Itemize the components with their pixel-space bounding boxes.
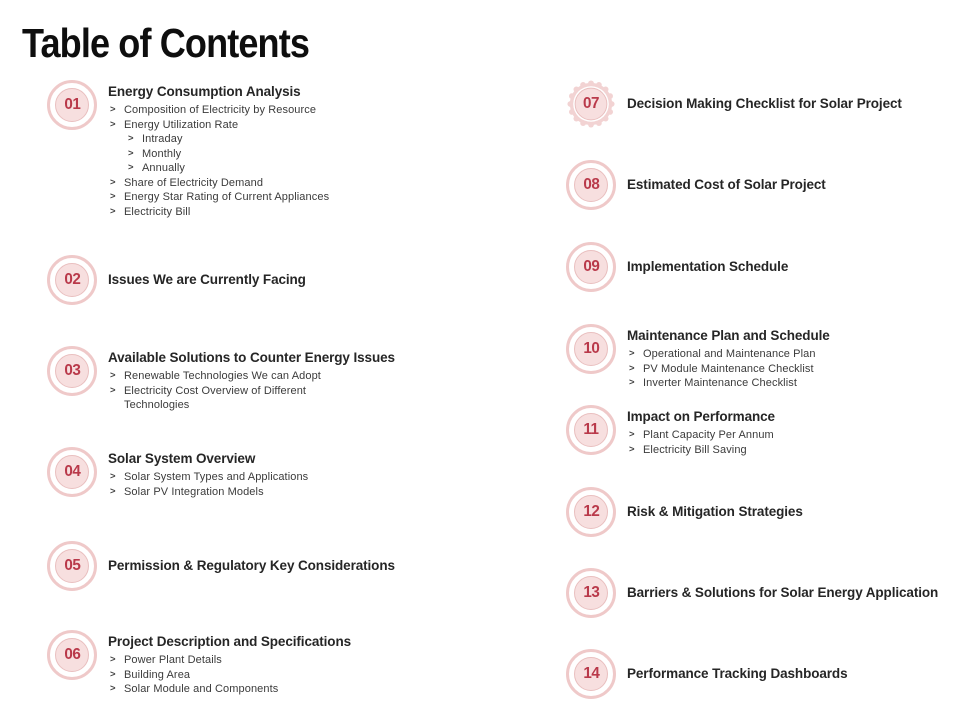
item-number-badge <box>566 487 616 537</box>
toc-bullet <box>108 176 350 191</box>
item-number-badge <box>47 541 97 591</box>
item-text-block <box>108 350 395 413</box>
item-title: Implementation Schedule <box>627 259 789 274</box>
item-number-badge <box>566 568 616 618</box>
item-title: Project Description and Specifications <box>108 634 352 649</box>
item-title: Estimated Cost of Solar Project <box>627 177 826 192</box>
toc-bullet <box>627 428 957 443</box>
item-number-badge <box>566 324 616 374</box>
item-bullets <box>108 369 350 413</box>
item-title: Issues We are Currently Facing <box>108 272 306 287</box>
toc-item-13[interactable] <box>566 568 938 618</box>
chevron-right-icon: > <box>110 683 116 694</box>
item-title: Performance Tracking Dashboards <box>627 666 848 681</box>
chevron-right-icon: > <box>629 348 635 359</box>
item-number: 10 <box>583 340 599 357</box>
chevron-right-icon: > <box>110 104 116 115</box>
toc-item-04[interactable] <box>47 447 350 499</box>
bullet-text: Energy Utilization Rate <box>124 118 239 131</box>
chevron-right-icon: > <box>110 176 116 188</box>
item-title: Permission & Regulatory Key Considerations <box>108 558 395 573</box>
chevron-right-icon: > <box>629 362 635 374</box>
item-title: Risk & Mitigation Strategies <box>627 504 803 519</box>
chevron-right-icon: > <box>128 147 134 159</box>
toc-bullet <box>108 668 350 683</box>
item-text-block <box>108 558 395 574</box>
item-number: 11 <box>583 421 599 438</box>
item-text-block <box>108 272 306 288</box>
item-title: Energy Consumption Analysis <box>108 84 301 99</box>
chevron-right-icon: > <box>128 162 134 173</box>
bullet-text: Annually <box>142 162 185 174</box>
bullet-text: Electricity Bill Saving <box>643 443 747 456</box>
item-number: 06 <box>64 646 80 663</box>
item-number: 01 <box>64 96 80 113</box>
chevron-right-icon: > <box>110 191 116 202</box>
item-number-badge <box>566 242 616 292</box>
item-title: Barriers & Solutions for Solar Energy Application <box>627 585 939 600</box>
badge-inner-circle <box>574 250 608 284</box>
badge-inner-circle <box>55 638 89 672</box>
item-text-block <box>627 585 938 601</box>
bullet-text: Power Plant Details <box>124 654 222 666</box>
toc-bullet <box>108 384 350 413</box>
toc-bullet <box>108 369 350 384</box>
bullet-text: Solar PV Integration Models <box>124 485 264 498</box>
bullet-text: Electricity Bill <box>124 205 191 218</box>
toc-bullet <box>627 443 957 458</box>
item-title: Solar System Overview <box>108 451 256 466</box>
chevron-right-icon: > <box>110 384 116 396</box>
item-number: 13 <box>583 584 599 601</box>
bullet-text: Energy Star Rating of Current Appliances <box>124 191 330 203</box>
toc-bullet <box>108 205 350 220</box>
item-title: Decision Making Checklist for Solar Project <box>627 96 902 111</box>
item-text-block <box>627 666 847 682</box>
item-number-seal-badge <box>566 79 616 129</box>
item-number: 12 <box>583 503 599 520</box>
item-number-badge <box>47 447 97 497</box>
badge-inner-circle <box>55 354 89 388</box>
chevron-right-icon: > <box>110 471 116 482</box>
badge-inner-circle <box>574 495 608 529</box>
item-text-block <box>627 96 902 112</box>
item-number: 08 <box>583 176 599 193</box>
chevron-right-icon: > <box>128 133 134 144</box>
item-number-badge <box>566 160 616 210</box>
bullet-text: Solar System Types and Applications <box>124 471 309 483</box>
chevron-right-icon: > <box>629 443 635 455</box>
bullet-text: Solar Module and Components <box>124 683 279 695</box>
chevron-right-icon: > <box>629 429 635 440</box>
item-bullets <box>627 428 957 457</box>
badge-inner-circle <box>574 168 608 202</box>
toc-bullet <box>627 347 957 362</box>
toc-bullet <box>108 653 350 668</box>
item-number: 02 <box>64 271 80 288</box>
chevron-right-icon: > <box>110 118 116 130</box>
toc-item-10[interactable] <box>566 324 957 391</box>
toc-item-05[interactable] <box>47 541 395 591</box>
chevron-right-icon: > <box>110 654 116 665</box>
bullet-text: Renewable Technologies We can Adopt <box>124 370 321 382</box>
chevron-right-icon: > <box>110 485 116 497</box>
page-title: Table of Contents <box>22 20 310 66</box>
item-number: 03 <box>64 362 80 379</box>
badge-inner-circle <box>574 332 608 366</box>
toc-bullet <box>108 470 350 485</box>
item-text-block <box>627 409 957 457</box>
item-number: 04 <box>64 463 80 480</box>
toc-item-09[interactable] <box>566 242 788 292</box>
badge-inner-circle <box>55 455 89 489</box>
item-bullets <box>627 347 957 391</box>
item-text-block <box>108 634 351 697</box>
item-text-block <box>627 259 788 275</box>
item-bullets <box>108 470 350 499</box>
bullet-text: Share of Electricity Demand <box>124 176 264 189</box>
toc-item-12[interactable] <box>566 487 803 537</box>
bullet-text: Monthly <box>142 147 182 160</box>
chevron-right-icon: > <box>110 205 116 217</box>
toc-item-14[interactable] <box>566 649 847 699</box>
toc-bullet <box>627 362 957 377</box>
toc-bullet <box>108 103 350 118</box>
chevron-right-icon: > <box>110 370 116 381</box>
item-bullets <box>108 103 350 219</box>
item-number-badge <box>566 649 616 699</box>
bullet-text: Building Area <box>124 668 191 681</box>
bullet-text: Composition of Electricity by Resource <box>124 104 317 116</box>
item-text-block <box>108 84 350 219</box>
item-number: 07 <box>583 95 599 112</box>
toc-item-01[interactable] <box>47 80 350 219</box>
bullet-text: Operational and Maintenance Plan <box>643 348 816 360</box>
toc-item-03[interactable] <box>47 346 395 413</box>
item-text-block <box>627 177 826 193</box>
item-number: 09 <box>583 258 599 275</box>
item-number: 14 <box>583 665 599 682</box>
toc-bullet <box>108 190 350 205</box>
badge-inner-circle <box>55 263 89 297</box>
bullet-text: Plant Capacity Per Annum <box>643 429 774 441</box>
toc-item-02[interactable] <box>47 255 306 305</box>
toc-bullet <box>627 376 957 391</box>
item-number-badge <box>47 346 97 396</box>
toc-bullet <box>108 682 350 697</box>
toc-bullet <box>126 161 350 176</box>
item-number-badge <box>47 630 97 680</box>
item-title: Maintenance Plan and Schedule <box>627 328 830 343</box>
toc-item-06[interactable] <box>47 630 351 697</box>
toc-bullet <box>108 118 350 133</box>
bullet-text: Electricity Cost Overview of Different Technologies <box>124 384 307 411</box>
toc-bullet <box>126 147 350 162</box>
bullet-text: Intraday <box>142 133 183 145</box>
toc-item-08[interactable] <box>566 160 826 210</box>
item-number-badge <box>47 255 97 305</box>
bullet-text: PV Module Maintenance Checklist <box>643 362 814 375</box>
item-text-block <box>627 504 803 520</box>
chevron-right-icon: > <box>629 377 635 388</box>
toc-bullet <box>126 132 350 147</box>
badge-inner-circle <box>55 549 89 583</box>
badge-inner-circle <box>574 413 608 447</box>
item-number-badge <box>47 80 97 130</box>
toc-item-07[interactable] <box>566 79 902 129</box>
item-text-block <box>627 328 957 391</box>
badge-inner-circle <box>574 657 608 691</box>
badge-inner-circle <box>55 88 89 122</box>
item-number: 05 <box>64 557 80 574</box>
item-title: Available Solutions to Counter Energy Issues <box>108 350 395 365</box>
item-title: Impact on Performance <box>627 409 775 424</box>
item-number-badge <box>566 405 616 455</box>
toc-bullet <box>108 485 350 500</box>
toc-item-11[interactable] <box>566 405 957 457</box>
chevron-right-icon: > <box>110 668 116 680</box>
badge-inner-circle <box>574 576 608 610</box>
item-text-block <box>108 451 350 499</box>
bullet-text: Inverter Maintenance Checklist <box>643 377 798 389</box>
item-bullets <box>108 653 350 697</box>
